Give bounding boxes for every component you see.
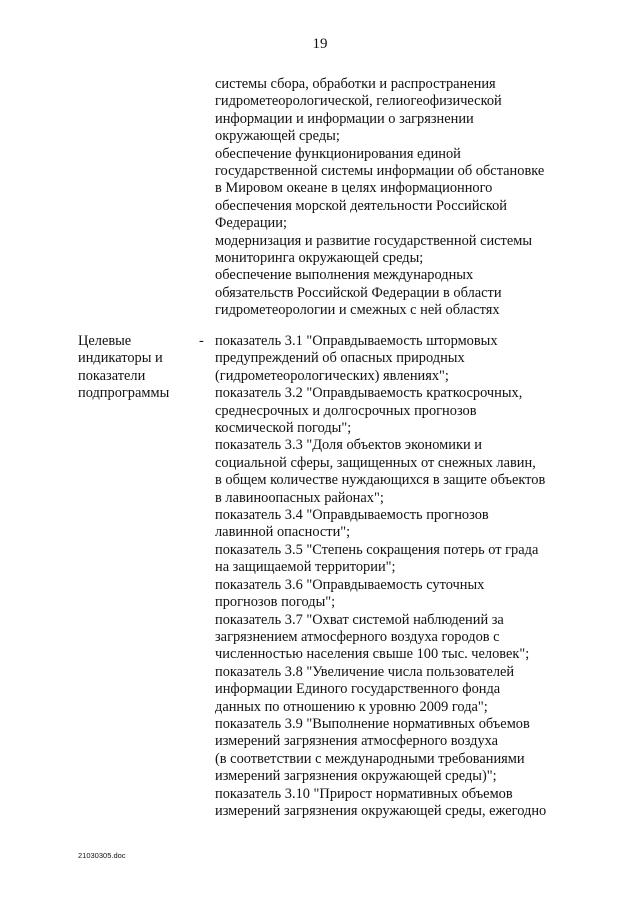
indicator-line: (гидрометеорологических) явлениях";: [215, 367, 449, 384]
text-line: обязательств Российской Федерации в области: [215, 284, 502, 301]
indicator-line: показатель 3.5 "Степень сокращения потерь от града: [215, 541, 539, 558]
text-line: обеспечения морской деятельности Российской: [215, 197, 507, 214]
indicator-line: показатель 3.7 "Охват системой наблюдений за: [215, 611, 504, 628]
footer-filename: 21030305.doc: [78, 851, 126, 860]
label-line: индикаторы и: [78, 350, 163, 367]
text-line: гидрометеорологии и смежных с ней областях: [215, 302, 500, 319]
indicator-line: прогнозов погоды";: [215, 594, 336, 611]
text-line: в Мировом океане в целях информационного: [215, 180, 493, 197]
indicator-line: измерений загрязнения окружающей среды, ежегодно: [215, 802, 547, 819]
indicator-line: численностью населения свыше 100 тыс. человек";: [215, 646, 530, 663]
indicator-line: (в соответствии с международными требованиями: [215, 750, 525, 767]
continuation-text: [215, 76, 615, 320]
label-line: показатели: [78, 367, 146, 384]
text-line: гидрометеорологической, гелиогеофизической: [215, 93, 502, 110]
indicator-line: показатель 3.6 "Оправдываемость суточных: [215, 576, 485, 593]
indicator-line: показатель 3.9 "Выполнение нормативных объемов: [215, 715, 530, 732]
indicator-line: показатель 3.2 "Оправдываемость краткосрочных,: [215, 385, 523, 402]
label-dash: -: [199, 333, 204, 349]
indicator-line: данных по отношению к уровню 2009 года";: [215, 698, 488, 715]
indicator-line: загрязнением атмосферного воздуха городов с: [215, 628, 500, 645]
indicator-line: показатель 3.10 "Прирост нормативных объемов: [215, 785, 513, 802]
text-line: государственной системы информации об обстановке: [215, 163, 545, 180]
indicator-line: измерений загрязнения окружающей среды)";: [215, 768, 497, 785]
indicator-line: показатель 3.1 "Оправдываемость штормовых: [215, 333, 498, 349]
indicator-line: информации Единого государственного фонда: [215, 681, 501, 698]
text-line: мониторинга окружающей среды;: [215, 250, 424, 267]
indicator-line: показатель 3.8 "Увеличение числа пользователей: [215, 663, 515, 680]
label-line: подпрограммы: [78, 385, 170, 402]
indicator-line: предупреждений об опасных природных: [215, 350, 465, 367]
indicator-line: показатель 3.4 "Оправдываемость прогнозов: [215, 507, 489, 524]
indicator-line: в лавиноопасных районах";: [215, 489, 384, 506]
page-number: 19: [312, 36, 328, 52]
text-line: обеспечение функционирования единой: [215, 145, 461, 162]
indicator-line: на защищаемой территории";: [215, 559, 396, 576]
text-line: информации и информации о загрязнении: [215, 110, 474, 127]
indicator-line: социальной сферы, защищенных от снежных лавин,: [215, 454, 536, 471]
indicator-line: в общем количестве нуждающихся в защите объектов: [215, 472, 546, 489]
section-label: [78, 333, 198, 403]
text-line: Федерации;: [215, 215, 287, 232]
text-line: системы сбора, обработки и распространения: [215, 76, 496, 92]
indicator-line: среднесрочных и долгосрочных прогнозов: [215, 402, 477, 419]
label-line: Целевые: [78, 333, 132, 349]
text-line: модернизация и развитие государственной системы: [215, 232, 533, 249]
indicator-line: измерений загрязнения атмосферного воздуха: [215, 733, 499, 750]
text-line: окружающей среды;: [215, 128, 340, 145]
indicator-line: лавинной опасности";: [215, 524, 351, 541]
indicator-line: показатель 3.3 "Доля объектов экономики и: [215, 437, 482, 454]
indicators-list: [215, 333, 615, 820]
indicator-line: космической погоды";: [215, 420, 352, 437]
text-line: обеспечение выполнения международных: [215, 267, 474, 284]
